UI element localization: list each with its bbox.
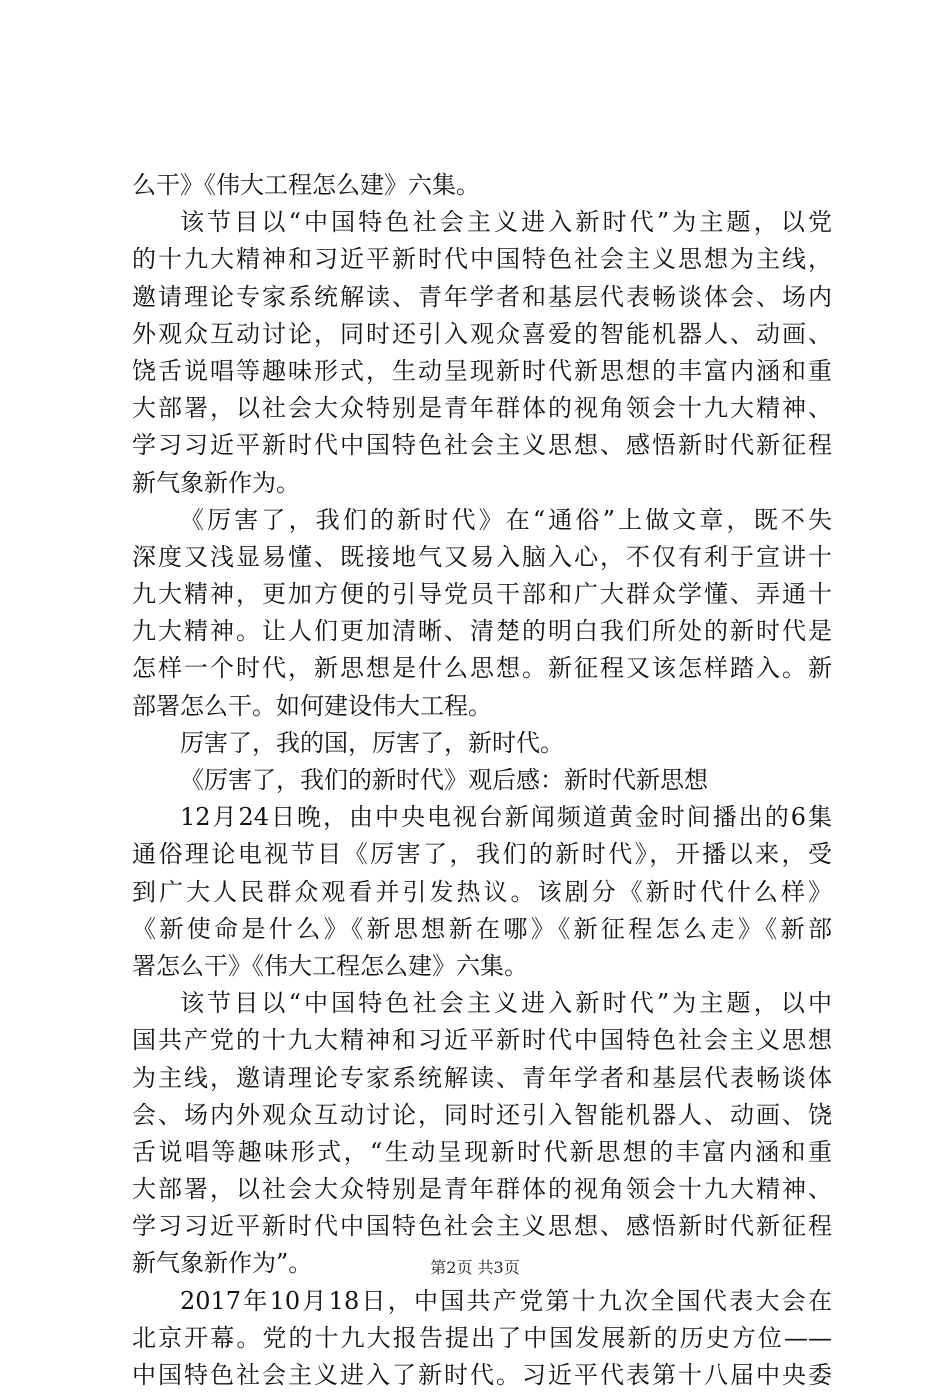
text-line: 九大精神。让人们更加清晰、清楚的明白我们所处的新时代是: [132, 617, 832, 646]
text-line: 新气象新作为。: [132, 468, 300, 497]
text-line: 厉害了，我的国，厉害了，新时代。: [180, 728, 564, 757]
text-line: 九大精神，更加方便的引导党员干部和广大群众学懂、弄通十: [132, 580, 832, 609]
text-line: 《新使命是什么》《新思想新在哪》《新征程怎么走》《新部: [132, 914, 832, 943]
text-line: 2017年10月18日，中国共产党第十九次全国代表大会在: [180, 1286, 832, 1315]
text-line: 学习习近平新时代中国特色社会主义思想、感悟新时代新征程: [132, 431, 832, 460]
text-line: 新气象新作为”。: [132, 1249, 313, 1278]
text-line: 为主线，邀请理论专家系统解读、青年学者和基层代表畅谈体: [132, 1063, 832, 1092]
text-line: 署怎么干》《伟大工程怎么建》六集。: [132, 951, 528, 980]
text-line: 《厉害了，我们的新时代》观后感：新时代新思想: [180, 766, 708, 794]
text-line: 深度又浅显易懂、既接地气又易入脑入心，不仅有利于宣讲十: [132, 542, 832, 571]
page-footer: 第2页 共3页: [430, 1258, 520, 1277]
text-line: 北京开幕。党的十九大报告提出了中国发展新的历史方位——: [132, 1323, 832, 1352]
text-line: 外观众互动讨论，同时还引入观众喜爱的智能机器人、动画、: [132, 319, 832, 348]
text-line: 大部署，以社会大众特别是青年群体的视角领会十九大精神、: [132, 1175, 832, 1204]
text-line: 中国特色社会主义进入了新时代。习近平代表第十八届中央委: [132, 1361, 832, 1389]
text-line: 到广大人民群众观看并引发热议。该剧分《新时代什么样》: [132, 877, 832, 906]
text-line: 么干》《伟大工程怎么建》六集。: [132, 171, 480, 199]
text-line: 部署怎么干。如何建设伟大工程。: [132, 691, 492, 720]
text-line: 该节目以“中国特色社会主义进入新时代”为主题，以中: [180, 989, 832, 1018]
text-line: 该节目以“中国特色社会主义进入新时代”为主题，以党: [180, 208, 832, 237]
text-line: 的十九大精神和习近平新时代中国特色社会主义思想为主线，: [132, 245, 832, 274]
text-line: 通俗理论电视节目《厉害了，我们的新时代》，开播以来，受: [132, 840, 832, 869]
text-line: 怎样一个时代，新思想是什么思想。新征程又该怎样踏入。新: [132, 654, 832, 683]
text-line: 舌说唱等趣味形式，“生动呈现新时代新思想的丰富内涵和重: [132, 1137, 832, 1166]
text-line: 邀请理论专家系统解读、青年学者和基层代表畅谈体会、场内: [132, 282, 832, 311]
text-line: 《厉害了，我们的新时代》在“通俗”上做文章，既不失: [180, 505, 832, 534]
text-line: 大部署，以社会大众特别是青年群体的视角领会十九大精神、: [132, 394, 832, 423]
text-line: 会、场内外观众互动讨论，同时还引入智能机器人、动画、饶: [132, 1100, 832, 1129]
text-line: 饶舌说唱等趣味形式，生动呈现新时代新思想的丰富内涵和重: [132, 356, 832, 385]
text-line: 国共产党的十九大精神和习近平新时代中国特色社会主义思想: [132, 1026, 832, 1055]
document-body: [132, 167, 832, 1394]
text-line: 12月24日晚，由中央电视台新闻频道黄金时间播出的6集: [180, 803, 832, 832]
text-line: 学习习近平新时代中国特色社会主义思想、感悟新时代新征程: [132, 1212, 832, 1241]
